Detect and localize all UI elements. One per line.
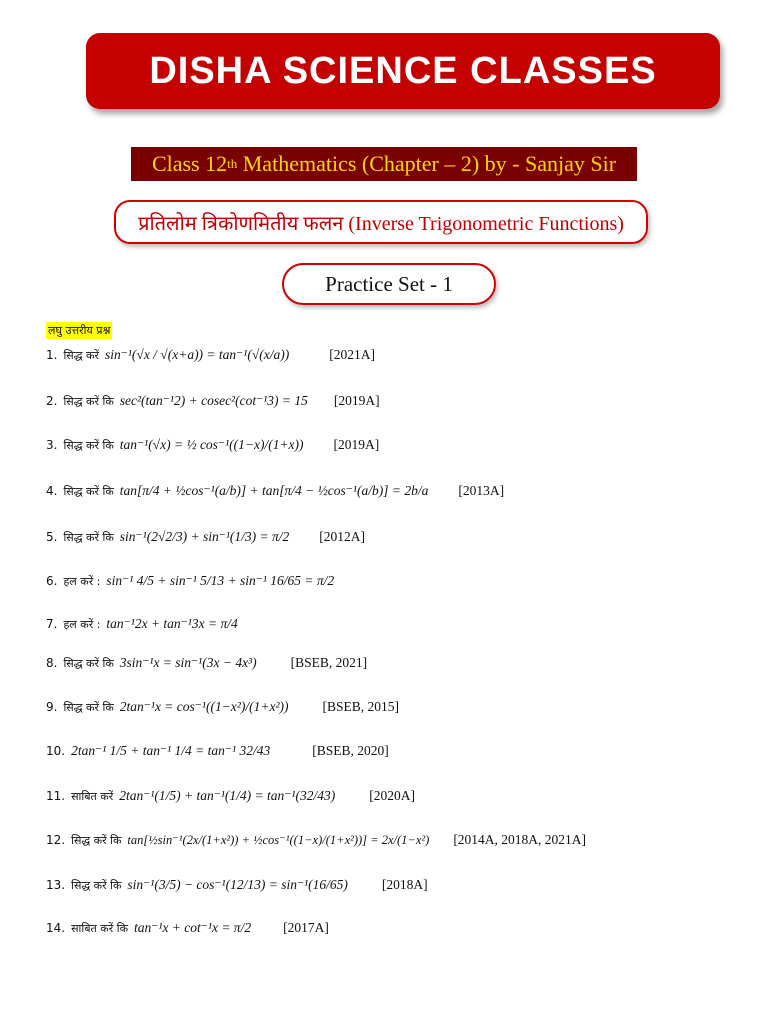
question-instruction: सिद्ध करें कि <box>63 484 114 498</box>
question-item <box>46 870 428 900</box>
question-number: 11. <box>46 789 66 803</box>
question-item <box>46 522 365 552</box>
question-expression: tan[π/4 + ½cos⁻¹(a/b)] + tan[π/4 − ½cos⁻¹(a/b)] = 2b/a <box>119 483 429 498</box>
question-instruction: सिद्ध करें कि <box>63 438 114 452</box>
question-item <box>46 566 334 596</box>
question-instruction: सिद्ध करें कि <box>71 878 122 892</box>
question-item <box>46 648 367 678</box>
question-expression: tan⁻¹(√x) = ½ cos⁻¹((1−x)/(1+x)) <box>119 437 304 452</box>
question-year-tag: [BSEB, 2015] <box>322 699 399 714</box>
question-instruction: सिद्ध करें कि <box>63 700 114 714</box>
question-item <box>46 736 389 766</box>
question-instruction: सिद्ध करें कि <box>71 833 122 847</box>
question-instruction: सिद्ध करें <box>63 348 99 362</box>
question-year-tag: [2012A] <box>319 529 365 544</box>
question-year-tag: [2013A] <box>458 483 505 498</box>
question-expression: sin⁻¹(3/5) − cos⁻¹(12/13) = sin⁻¹(16/65) <box>127 877 348 892</box>
subtitle-rest: Mathematics (Chapter – 2) by - Sanjay Sir <box>237 151 617 176</box>
question-expression: 2tan⁻¹(1/5) + tan⁻¹(1/4) = tan⁻¹(32/43) <box>119 788 336 803</box>
question-year-tag: [2019A] <box>333 393 380 408</box>
question-year-tag: [2021A] <box>329 347 375 362</box>
question-year-tag: [2020A] <box>369 788 415 803</box>
question-expression: sin⁻¹(√x / √(x+a)) = tan⁻¹(√(x/a)) <box>104 347 290 362</box>
question-expression: 2tan⁻¹ 1/5 + tan⁻¹ 1/4 = tan⁻¹ 32/43 <box>71 743 271 758</box>
question-instruction: हल करें : <box>63 574 101 588</box>
question-number: 13. <box>46 878 66 892</box>
question-year-tag: [BSEB, 2020] <box>312 743 389 758</box>
topic-text: प्रतिलोम त्रिकोणमितीय फलन (Inverse Trigonometric Functions) <box>138 212 624 235</box>
question-instruction: साबित करें <box>71 789 114 803</box>
question-expression: tan⁻¹x + cot⁻¹x = π/2 <box>134 920 252 935</box>
question-year-tag: [2017A] <box>283 920 329 935</box>
question-number: 4. <box>46 484 58 498</box>
question-item <box>46 609 238 639</box>
question-number: 9. <box>46 700 58 714</box>
question-instruction: सिद्ध करें कि <box>63 656 114 670</box>
question-year-tag: [2019A] <box>333 437 380 452</box>
question-expression: 2tan⁻¹x = cos⁻¹((1−x²)/(1+x²)) <box>119 699 289 714</box>
question-expression: tan⁻¹2x + tan⁻¹3x = π/4 <box>106 616 238 631</box>
subtitle-sup: th <box>227 156 238 171</box>
question-year-tag: [2018A] <box>381 877 428 892</box>
question-item <box>46 476 504 506</box>
question-item <box>46 781 415 811</box>
section-label: लघु उत्तरीय प्रश्न <box>48 324 111 337</box>
question-number: 1. <box>46 348 58 362</box>
practice-set-heading <box>282 263 496 305</box>
subtitle-class: Class 12 <box>151 151 228 176</box>
question-number: 3. <box>46 438 58 452</box>
question-item <box>46 340 375 370</box>
question-number: 7. <box>46 617 58 631</box>
question-year-tag: [BSEB, 2021] <box>290 655 368 670</box>
question-expression: tan[½sin⁻¹(2x/(1+x²)) + ½cos⁻¹((1−x)/(1+x²))] = 2x/(1−x²) <box>127 833 430 847</box>
question-item <box>46 386 380 416</box>
question-number: 6. <box>46 574 58 588</box>
question-number: 14. <box>46 921 66 935</box>
question-number: 10. <box>46 744 66 758</box>
question-item <box>46 430 379 460</box>
question-item <box>46 692 399 722</box>
question-number: 5. <box>46 530 58 544</box>
header-banner <box>86 33 720 109</box>
question-expression: sec²(tan⁻¹2) + cosec²(cot⁻¹3) = 15 <box>119 393 308 408</box>
page-title: DISHA SCIENCE CLASSES <box>149 49 657 92</box>
question-instruction: सिद्ध करें कि <box>63 394 114 408</box>
question-instruction: हल करें : <box>63 617 101 631</box>
question-instruction: साबित करें कि <box>71 921 129 935</box>
question-instruction: सिद्ध करें कि <box>63 530 114 544</box>
topic-heading <box>114 200 648 244</box>
question-year-tag: [2014A, 2018A, 2021A] <box>453 832 587 847</box>
question-number: 8. <box>46 656 58 670</box>
practice-set-text: Practice Set - 1 <box>325 271 453 296</box>
question-number: 2. <box>46 394 58 408</box>
question-item <box>46 913 329 943</box>
question-expression: sin⁻¹(2√2/3) + sin⁻¹(1/3) = π/2 <box>119 529 290 544</box>
class-subtitle <box>131 147 637 181</box>
question-item <box>46 825 586 855</box>
question-expression: 3sin⁻¹x = sin⁻¹(3x − 4x³) <box>119 655 257 670</box>
question-number: 12. <box>46 833 66 847</box>
question-expression: sin⁻¹ 4/5 + sin⁻¹ 5/13 + sin⁻¹ 16/65 = π/2 <box>106 573 335 588</box>
